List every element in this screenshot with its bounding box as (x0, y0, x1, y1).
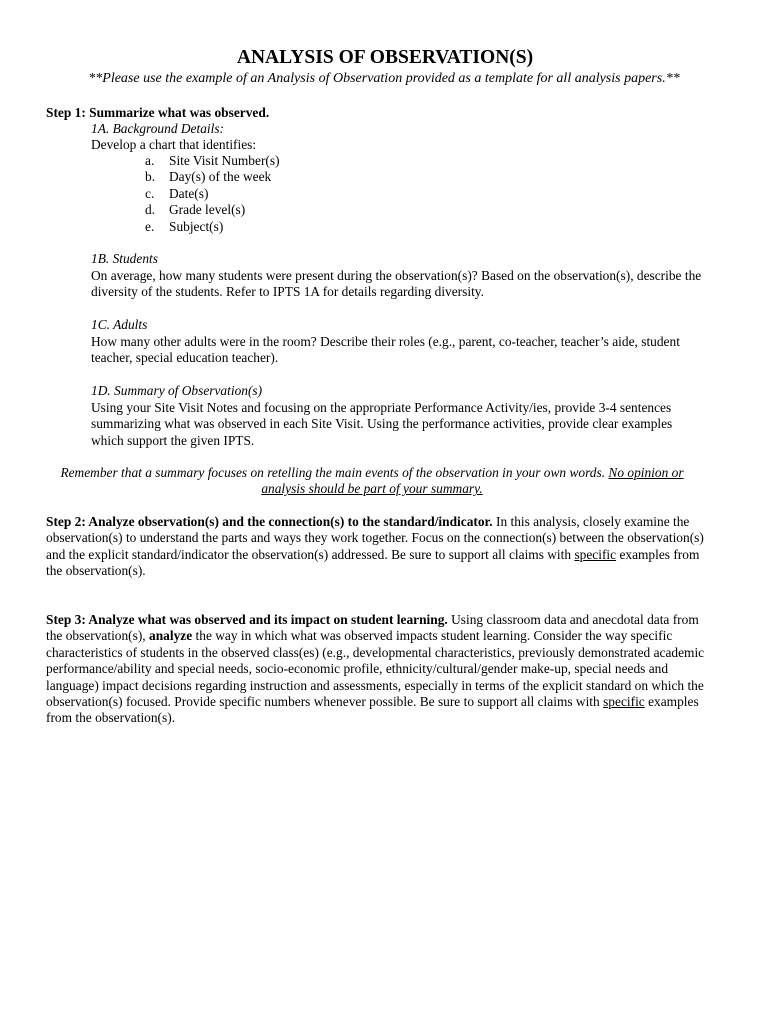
list-item-text: Date(s) (169, 185, 209, 201)
summary-reminder (40, 465, 704, 498)
step1a-heading (91, 121, 703, 137)
step1b-heading-text: 1B. Students (91, 251, 158, 266)
list-marker: e. (145, 218, 155, 234)
document-title: ANALYSIS OF OBSERVATION(S) (236, 47, 534, 68)
step2-underlined: specific (574, 546, 617, 562)
summary-reminder-underlined: No opinion or analysis should be part of your summary. (261, 465, 684, 497)
step3-underlined: specific (603, 694, 645, 710)
step3-body-part1: Using classroom data and anecdotal data from the observation(s), (46, 612, 699, 644)
list-item-text: Site Visit Number(s) (169, 153, 280, 168)
list-item (145, 169, 280, 185)
step2-body-end: examples from the observation(s). (46, 546, 700, 579)
step3-bold-word: analyze (149, 628, 193, 644)
step1-heading-text: Step 1: Summarize what was observed. (46, 105, 270, 120)
step2-heading: Step 2: Analyze observation(s) and the connection(s) to the standard/indicator. (46, 514, 493, 529)
summary-reminder-text: Remember that a summary focuses on retelling the main events of the observation in your own words. (60, 465, 606, 480)
step1b-body: On average, how many students were present during the observation(s)? Based on the observation(s), describe the diversity of the students. Refer to IPTS 1A for details regarding diversity. (91, 268, 702, 300)
step1d-heading-text: 1D. Summary of Observation(s) (91, 383, 263, 398)
step2-body: In this analysis, closely examine the observation(s) to understand the parts and ways they work together. Focus on the connection(s) between the observation(s) and the explicit standard/indicator the observation(s) addressed. Be sure to support all claims with (46, 514, 704, 562)
step1c-heading (91, 317, 703, 333)
step3-body-end: examples from the observation(s). (46, 694, 699, 726)
step2-paragraph (46, 514, 710, 580)
step3-body-part2: the way in which what was observed impacts student learning. Consider the way specific characteristics of students in the observed class(es) (e.g., developmental characteristics, previously demonstrated academic performance/ability and special needs, socio-economic profile, ethnicity/cultural/gender make-up, special needs and language) impact decisions regarding instruction and assessments, especially in terms of the explicit standard on which the observation(s) focused. Provide specific numbers whenever possible. Be sure to support all claims with (46, 628, 705, 710)
list-item-text: Day(s) of the week (169, 169, 272, 185)
list-item (145, 186, 280, 202)
step1c-body: How many other adults were in the room? Describe their roles (e.g., parent, co-teacher, teacher’s aide, student teacher, special education teacher). (91, 334, 680, 366)
list-item-text: Grade level(s) (169, 202, 246, 218)
step1b-heading (91, 251, 703, 267)
step1d-heading (91, 383, 703, 399)
step1-heading (46, 105, 710, 121)
list-marker: d. (145, 202, 156, 218)
list-marker: a. (145, 153, 155, 168)
list-item (145, 202, 280, 218)
list-item (145, 219, 280, 235)
list-marker: b. (145, 169, 156, 185)
step1a-heading-text: 1A. Background Details: (91, 121, 225, 136)
template-note: **Please use the example of an Analysis of Observation provided as a template for all analysis papers.** (88, 71, 680, 86)
list-item (145, 153, 280, 169)
step1a-intro: Develop a chart that identifies: (91, 137, 257, 152)
step1c-heading-text: 1C. Adults (91, 317, 148, 332)
step3-paragraph (46, 612, 710, 727)
step3-heading: Step 3: Analyze what was observed and its impact on student learning. (46, 612, 448, 627)
list-marker: c. (145, 185, 155, 201)
background-details-list (145, 153, 280, 235)
list-item-text: Subject(s) (169, 218, 224, 234)
step1d-body: Using your Site Visit Notes and focusing on the appropriate Performance Activity/ies, provide 3-4 sentences summarizing what was observed in each Site Visit. Using the performance activities, provide clear examples which support the given IPTS. (91, 400, 673, 448)
